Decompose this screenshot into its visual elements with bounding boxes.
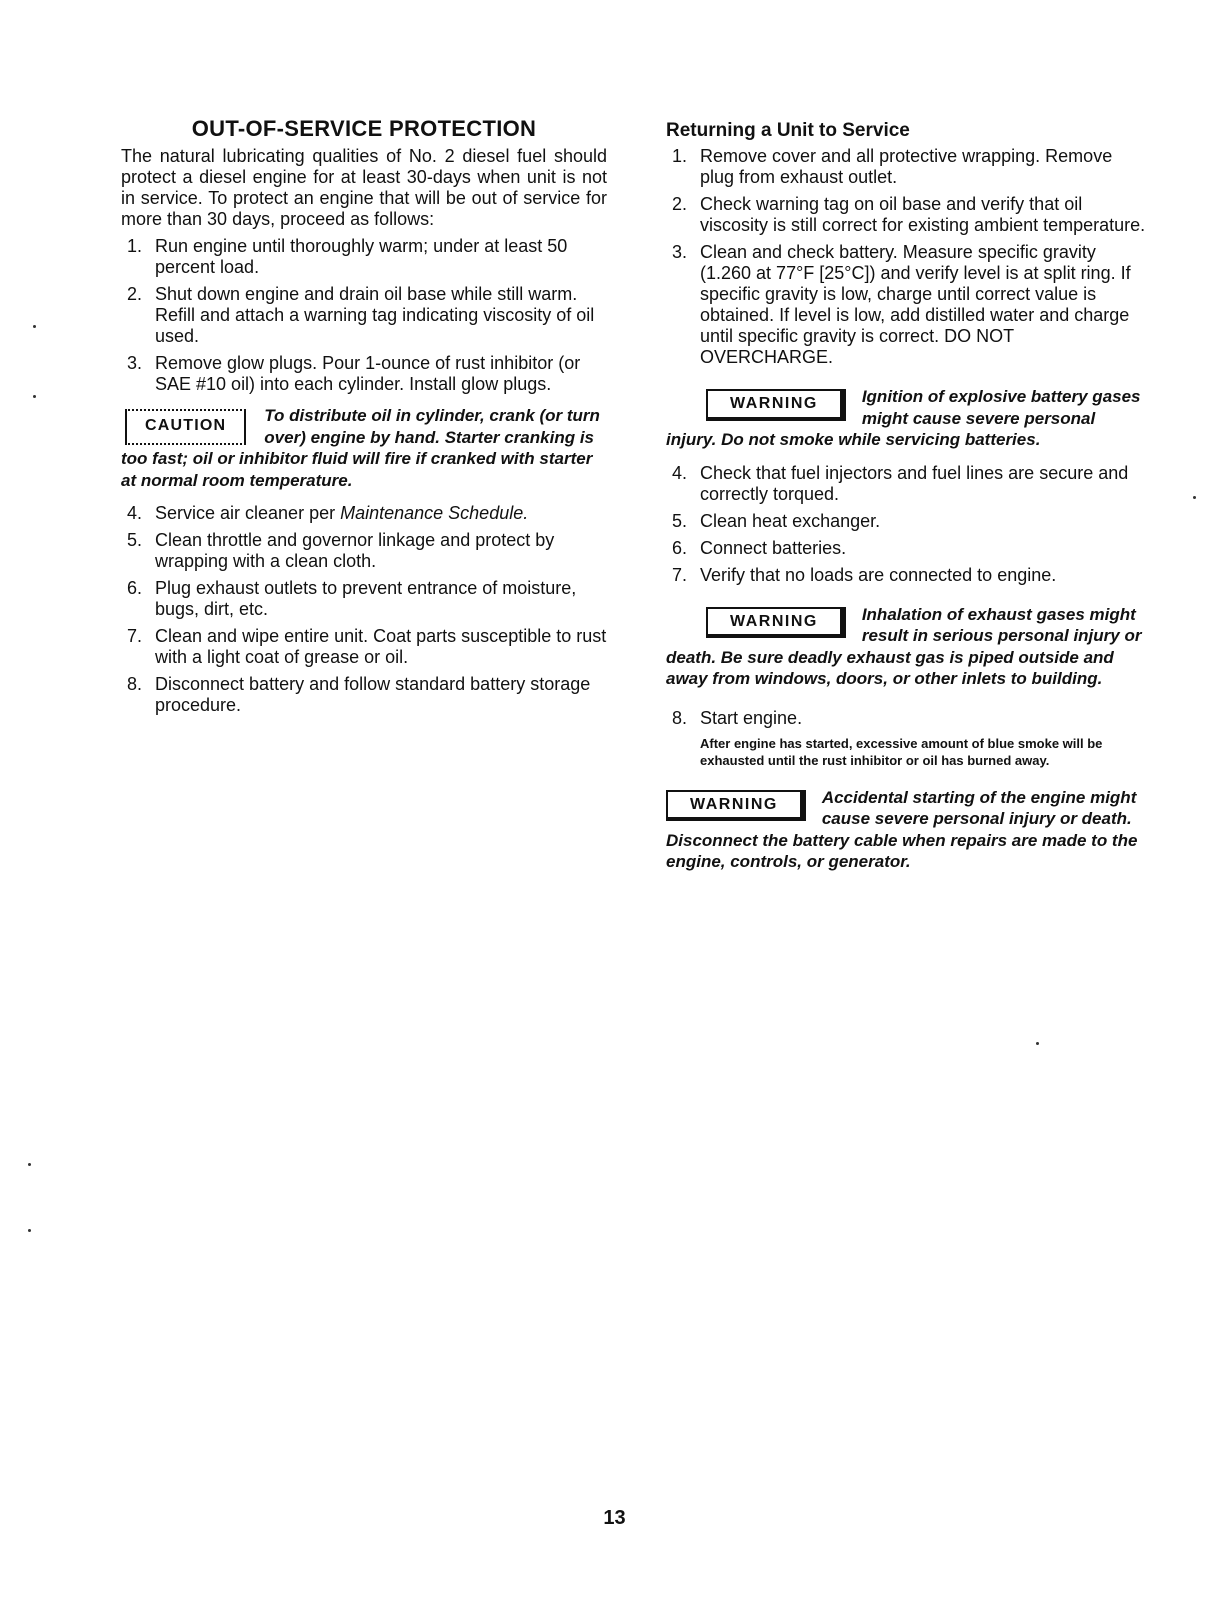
scan-speck bbox=[1036, 1042, 1039, 1045]
page-number: 13 bbox=[603, 1507, 626, 1529]
warning-badge: WARNING bbox=[706, 607, 846, 639]
warning-badge: WARNING bbox=[706, 389, 846, 421]
warning-block-exhaust bbox=[666, 604, 1148, 690]
scan-speck bbox=[33, 395, 36, 398]
warning-badge: WARNING bbox=[666, 790, 806, 822]
list-item: 6. Plug exhaust outlets to prevent entrance of moisture, bugs, dirt, etc. bbox=[127, 578, 577, 619]
start-engine-note: After engine has started, excessive amount of blue smoke will be exhausted until the rust inhibitor or oil has burned away. bbox=[700, 735, 1103, 768]
list-item: 8. Disconnect battery and follow standard battery storage procedure. bbox=[127, 674, 591, 715]
list-item: 5. Clean throttle and governor linkage and protect by wrapping with a clean cloth. bbox=[127, 530, 555, 571]
list-item: 1. Run engine until thoroughly warm; under at least 50 percent load. bbox=[127, 236, 568, 277]
scan-speck bbox=[28, 1229, 31, 1232]
intro-paragraph: The natural lubricating qualities of No. 2 diesel fuel should protect a diesel engine for at least 30-days when unit is not in service. To protect an engine that will be out of service for more than 30 days, proceed as follows: bbox=[121, 146, 607, 229]
warning-block-battery bbox=[666, 386, 1148, 451]
section-title: OUT-OF-SERVICE PROTECTION bbox=[191, 116, 537, 141]
list-item: 2. Shut down engine and drain oil base while still warm. Refill and attach a warning tag indicating viscosity of oil used. bbox=[127, 284, 595, 346]
caution-block bbox=[121, 405, 607, 491]
scan-speck bbox=[28, 1163, 31, 1166]
subsection-title: Returning a Unit to Service bbox=[666, 120, 910, 141]
list-item: 5. Clean heat exchanger. bbox=[672, 510, 881, 531]
list-item: 8. Start engine. bbox=[672, 707, 803, 728]
list-item: 3. Remove glow plugs. Pour 1-ounce of rust inhibitor (or SAE #10 oil) into each cylinder. Install glow plugs. bbox=[127, 353, 581, 394]
list-item: 4. Check that fuel injectors and fuel lines are secure and correctly torqued. bbox=[672, 462, 1129, 504]
list-item: 1. Remove cover and all protective wrapping. Remove plug from exhaust outlet. bbox=[672, 146, 1113, 187]
list-item: 3. Clean and check battery. Measure specific gravity (1.260 at 77°F [25°C]) and verify level is at split ring. If specific gravity is low, charge until correct value is obtained. If level is low, add distilled water and charge until specific gravity is correct. DO NOT OVERCHARGE. bbox=[672, 242, 1131, 367]
caution-text: To distribute oil in cylinder, crank (or turn over) engine by hand. Starter cranking is too fast; oil or inhibitor fluid will fire if cranked with starter at normal room temperature. bbox=[121, 406, 600, 490]
list-item: 7. Clean and wipe entire unit. Coat parts susceptible to rust with a light coat of grease or oil. bbox=[127, 626, 607, 667]
list-item: 4. Service air cleaner per Maintenance Schedule. bbox=[127, 503, 529, 523]
scan-speck bbox=[33, 325, 36, 328]
caution-badge: CAUTION bbox=[125, 409, 246, 445]
list-item: 7. Verify that no loads are connected to engine. bbox=[672, 564, 1057, 585]
warning-text: Inhalation of exhaust gases might result in serious personal injury or death. Be sure deadly exhaust gas is piped outside and away from windows, doors, or other inlets to building. bbox=[666, 604, 1142, 688]
scan-speck bbox=[1193, 496, 1196, 499]
list-item: 6. Connect batteries. bbox=[672, 537, 847, 558]
warning-text: Accidental starting of the engine might cause severe personal injury or death. Disconnect the battery cable when repairs are made to the engine, controls, or generator. bbox=[666, 787, 1138, 871]
warning-text: Ignition of explosive battery gases might cause severe personal injury. Do not smoke while servicing batteries. bbox=[666, 387, 1141, 449]
warning-block-starting bbox=[666, 787, 1148, 873]
right-column bbox=[666, 120, 1148, 885]
left-column bbox=[121, 116, 607, 722]
list-item: 2. Check warning tag on oil base and verify that oil viscosity is still correct for existing ambient temperature. bbox=[672, 194, 1146, 235]
